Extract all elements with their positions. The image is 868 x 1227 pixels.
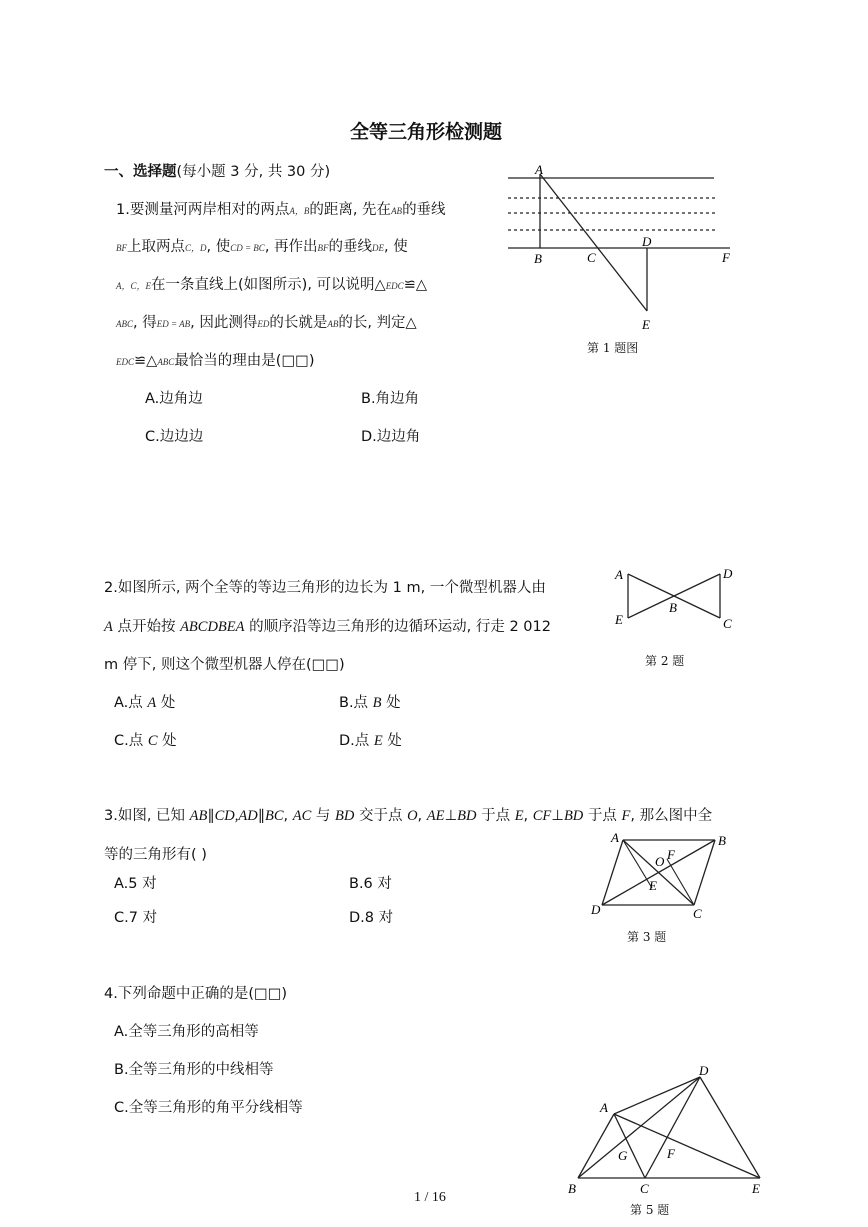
text: C.点: [114, 733, 148, 749]
text: 的长就是: [269, 315, 328, 331]
math: B: [372, 695, 382, 711]
q4-option-c[interactable]: C.全等三角形的角平分线相等: [114, 1100, 303, 1116]
math: ABCDBEA: [180, 619, 245, 635]
text: 1.要测量河两岸相对的两点: [116, 202, 290, 218]
label-b: B: [718, 833, 726, 848]
q1-line-1: [116, 198, 446, 219]
q1-option-a[interactable]: A.边角边: [145, 391, 203, 407]
label-d: D: [642, 234, 652, 249]
figure-1-caption: 第 1 题图: [587, 341, 639, 355]
segment-ac: [614, 1114, 645, 1178]
text: , 因此测得: [190, 315, 258, 331]
page-title: 全等三角形检测题: [350, 121, 503, 143]
q4-option-a[interactable]: A.全等三角形的高相等: [114, 1024, 259, 1040]
q1-line-2: [116, 235, 408, 256]
figure-5-triangles-diagram: [560, 1060, 775, 1200]
text: ,: [417, 808, 427, 824]
text: , 得: [133, 315, 157, 331]
segment-ae: [623, 840, 652, 888]
text: 最恰当的理由是(□□): [174, 353, 315, 369]
text: 于点: [583, 808, 622, 824]
text: ⊥: [444, 808, 458, 824]
q3-option-a[interactable]: A.5 对: [114, 876, 157, 892]
math: EDC: [116, 357, 134, 367]
text: , 使: [384, 239, 408, 255]
math: CF: [532, 808, 552, 824]
label-a: A: [615, 567, 623, 582]
math: E: [514, 808, 524, 824]
q1-line-4: [116, 311, 417, 332]
label-a: A: [611, 830, 619, 845]
text: 点开始按: [112, 619, 181, 635]
segment-bd: [578, 1077, 700, 1178]
figure-3-parallelogram-diagram: [585, 828, 735, 923]
q3-option-c[interactable]: C.7 对: [114, 910, 158, 926]
figure-2-bowtie-diagram: [608, 562, 748, 632]
math: AB: [391, 206, 403, 216]
text: 的垂线: [328, 239, 373, 255]
text: 处: [382, 733, 402, 749]
math: AE: [426, 808, 445, 824]
q1-option-c[interactable]: C.边边边: [145, 429, 204, 445]
diagonal-bd: [602, 840, 715, 905]
math: BD: [335, 808, 355, 824]
math: ABC: [157, 357, 175, 367]
text: 的顺序沿等边三角形的边循环运动, 行走 2 012: [244, 619, 551, 635]
math: AC: [292, 808, 312, 824]
text: 3.如图, 已知: [104, 808, 190, 824]
label-d: D: [723, 566, 733, 581]
text: , 使: [206, 239, 231, 255]
text: ⊥: [551, 808, 564, 824]
label-f: F: [667, 847, 675, 862]
text: 处: [156, 695, 176, 711]
segment-ae: [614, 1114, 760, 1178]
q2-option-b[interactable]: [339, 691, 401, 712]
text: ,: [283, 808, 293, 824]
math: CD = BC: [230, 243, 265, 253]
label-g: G: [618, 1148, 628, 1163]
q2-line-1: 2.如图所示, 两个全等的等边三角形的边长为 1 m, 一个微型机器人由: [104, 580, 546, 596]
figure-1-river-diagram: [500, 160, 750, 335]
math: ED = AB: [156, 319, 191, 329]
label-a: A: [600, 1100, 608, 1115]
q3-option-d[interactable]: D.8 对: [349, 910, 394, 926]
math: DE: [372, 243, 385, 253]
label-c: C: [723, 616, 732, 631]
q4-option-b[interactable]: B.全等三角形的中线相等: [114, 1062, 274, 1078]
segment-ab: [578, 1114, 614, 1178]
math: AB: [327, 319, 339, 329]
q2-option-c[interactable]: [114, 729, 177, 750]
figure-2-caption: 第 2 题: [645, 654, 685, 668]
label-f: F: [722, 250, 730, 265]
math: C: [147, 733, 158, 749]
text: 处: [157, 733, 177, 749]
label-f: F: [667, 1146, 675, 1161]
math: EDC: [385, 281, 404, 291]
section-label: 一、选择题: [104, 164, 177, 180]
label-e: E: [615, 612, 623, 627]
text: ≌△: [403, 277, 427, 293]
math: BD: [457, 808, 477, 824]
label-c: C: [587, 250, 596, 265]
label-o: O: [655, 854, 665, 869]
q2-line-3: m 停下, 则这个微型机器人停在(□□): [104, 657, 345, 673]
label-b: B: [568, 1181, 576, 1196]
text: ∥: [207, 808, 215, 824]
figure-3-caption: 第 3 题: [627, 930, 667, 944]
label-e: E: [752, 1181, 760, 1196]
text: 于点: [476, 808, 515, 824]
text: 上取两点: [127, 239, 185, 255]
text: , 那么图中全: [630, 808, 713, 824]
q3-line-2: 等的三角形有( ): [104, 847, 207, 863]
label-c: C: [640, 1181, 649, 1196]
math: A，B: [289, 206, 310, 216]
q2-option-d[interactable]: [339, 729, 402, 750]
math: A，C，E: [116, 281, 151, 291]
segment-de: [700, 1077, 760, 1178]
math: AB: [189, 808, 208, 824]
q3-line-1: [104, 804, 712, 825]
segment-dc: [645, 1077, 700, 1178]
q1-line-3: [116, 273, 427, 294]
text: ≌△: [134, 353, 158, 369]
math: C，D: [185, 243, 207, 253]
section-note: (每小题 3 分, 共 30 分): [176, 164, 331, 180]
math: F: [621, 808, 631, 824]
q2-line-2: [104, 615, 551, 636]
text: B.点: [339, 695, 373, 711]
q1-option-b[interactable]: B.角边角: [361, 391, 420, 407]
text: 交于点: [354, 808, 408, 824]
label-e: E: [649, 878, 657, 893]
text: ,: [523, 808, 533, 824]
q3-option-b[interactable]: B.6 对: [349, 876, 392, 892]
text: 的距离, 先在: [309, 202, 392, 218]
text: 在一条直线上(如图所示), 可以说明△: [151, 277, 386, 293]
math: CD,AD: [214, 808, 258, 824]
math: BD: [563, 808, 584, 824]
q2-option-a[interactable]: [114, 691, 175, 712]
text: 处: [381, 695, 401, 711]
segment-ae: [540, 174, 647, 311]
text: A.点: [114, 695, 148, 711]
text: 的垂线: [402, 202, 446, 218]
math: BC: [265, 808, 284, 824]
segment-cf: [667, 859, 694, 905]
label-b: B: [534, 251, 542, 266]
text: 的长, 判定△: [338, 315, 417, 331]
label-b: B: [669, 600, 677, 615]
math: BF: [116, 243, 127, 253]
q1-option-d[interactable]: D.边边角: [361, 429, 421, 445]
math: ED: [257, 319, 270, 329]
label-e: E: [642, 317, 650, 332]
label-d: D: [591, 902, 601, 917]
text: , 再作出: [264, 239, 318, 255]
text: D.点: [339, 733, 374, 749]
figure-5-caption: 第 5 题: [630, 1203, 670, 1217]
label-a: A: [535, 162, 543, 177]
q4-line-1: 4.下列命题中正确的是(□□): [104, 986, 288, 1002]
math: E: [373, 733, 383, 749]
math: A: [104, 619, 113, 635]
label-c: C: [693, 906, 702, 921]
text: ∥: [257, 808, 265, 824]
section-heading: [104, 160, 330, 181]
segment-ad: [614, 1077, 700, 1114]
q1-line-5: [116, 349, 315, 370]
math: BF: [317, 243, 329, 253]
page-number: 1 / 16: [414, 1190, 446, 1205]
math: O: [407, 808, 418, 824]
math: A: [147, 695, 157, 711]
math: ABC: [116, 319, 133, 329]
text: 与: [311, 808, 335, 824]
label-d: D: [699, 1063, 709, 1078]
